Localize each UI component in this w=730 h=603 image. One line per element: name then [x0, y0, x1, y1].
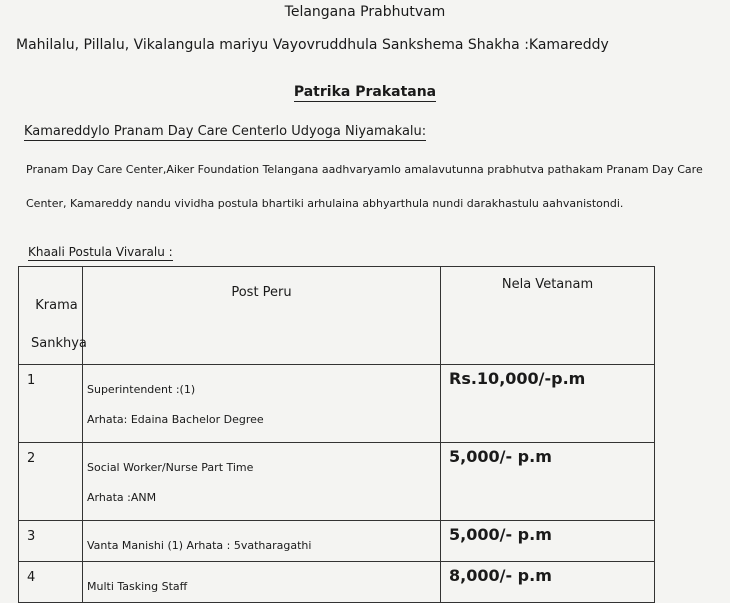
row-post	[83, 443, 441, 521]
post-name: Social Worker/Nurse Part Time	[87, 461, 254, 474]
post-qualification: Arhata :ANM	[87, 491, 157, 504]
row-number: 1	[19, 365, 83, 443]
row-number: 2	[19, 443, 83, 521]
vacancy-details-label: Khaali Postula Vivaralu :	[28, 245, 173, 259]
row-salary: Rs.10,000/-p.m	[441, 365, 655, 443]
table-header-row	[19, 267, 655, 365]
row-post	[83, 365, 441, 443]
header-serial-number	[19, 267, 87, 365]
row-post	[83, 521, 441, 562]
row-number: 3	[19, 521, 83, 562]
department-title: Mahilalu, Pillalu, Vikalangula mariyu Vayovruddhula Sankshema Shakha :Kamareddy	[16, 37, 609, 53]
header-serial-line-1: Krama	[35, 298, 78, 313]
post-name: Vanta Manishi (1) Arhata : 5vatharagathi	[87, 539, 312, 552]
press-release-label: Patrika Prakatana	[293, 84, 437, 100]
body-text-line-2: Center, Kamareddy nandu vividha postula bhartiki arhulaina abhyarthula nundi darakhastulu aahvanistondi.	[26, 197, 624, 210]
row-post	[83, 562, 441, 603]
header-serial-line-2: Sankhya	[31, 336, 87, 351]
table-row	[19, 443, 655, 521]
vacancy-table	[18, 266, 655, 603]
post-name: Superintendent :(1)	[87, 383, 196, 396]
government-title: Telangana Prabhutvam	[284, 4, 446, 20]
recruitment-heading-text: Kamareddylo Pranam Day Care Centerlo Udyoga Niyamakalu:	[24, 124, 427, 139]
row-salary: 8,000/- p.m	[441, 562, 655, 603]
post-name: Multi Tasking Staff	[87, 580, 188, 593]
press-release-title	[0, 84, 730, 100]
row-salary: 5,000/- p.m	[441, 443, 655, 521]
table-row	[19, 562, 655, 603]
row-salary: 5,000/- p.m	[441, 521, 655, 562]
table-row	[19, 521, 655, 562]
row-number: 4	[19, 562, 83, 603]
recruitment-heading	[24, 124, 426, 139]
body-text-line-1: Pranam Day Care Center,Aiker Foundation Telangana aadhvaryamlo amalavutunna prabhutva pathakam Pranam Day Care	[26, 163, 703, 176]
table-row	[19, 365, 655, 443]
header-monthly-salary: Nela Vetanam	[441, 267, 655, 365]
vacancy-details-title	[28, 245, 173, 259]
header-post-name: Post Peru	[83, 267, 441, 365]
post-qualification: Arhata: Edaina Bachelor Degree	[87, 413, 264, 426]
